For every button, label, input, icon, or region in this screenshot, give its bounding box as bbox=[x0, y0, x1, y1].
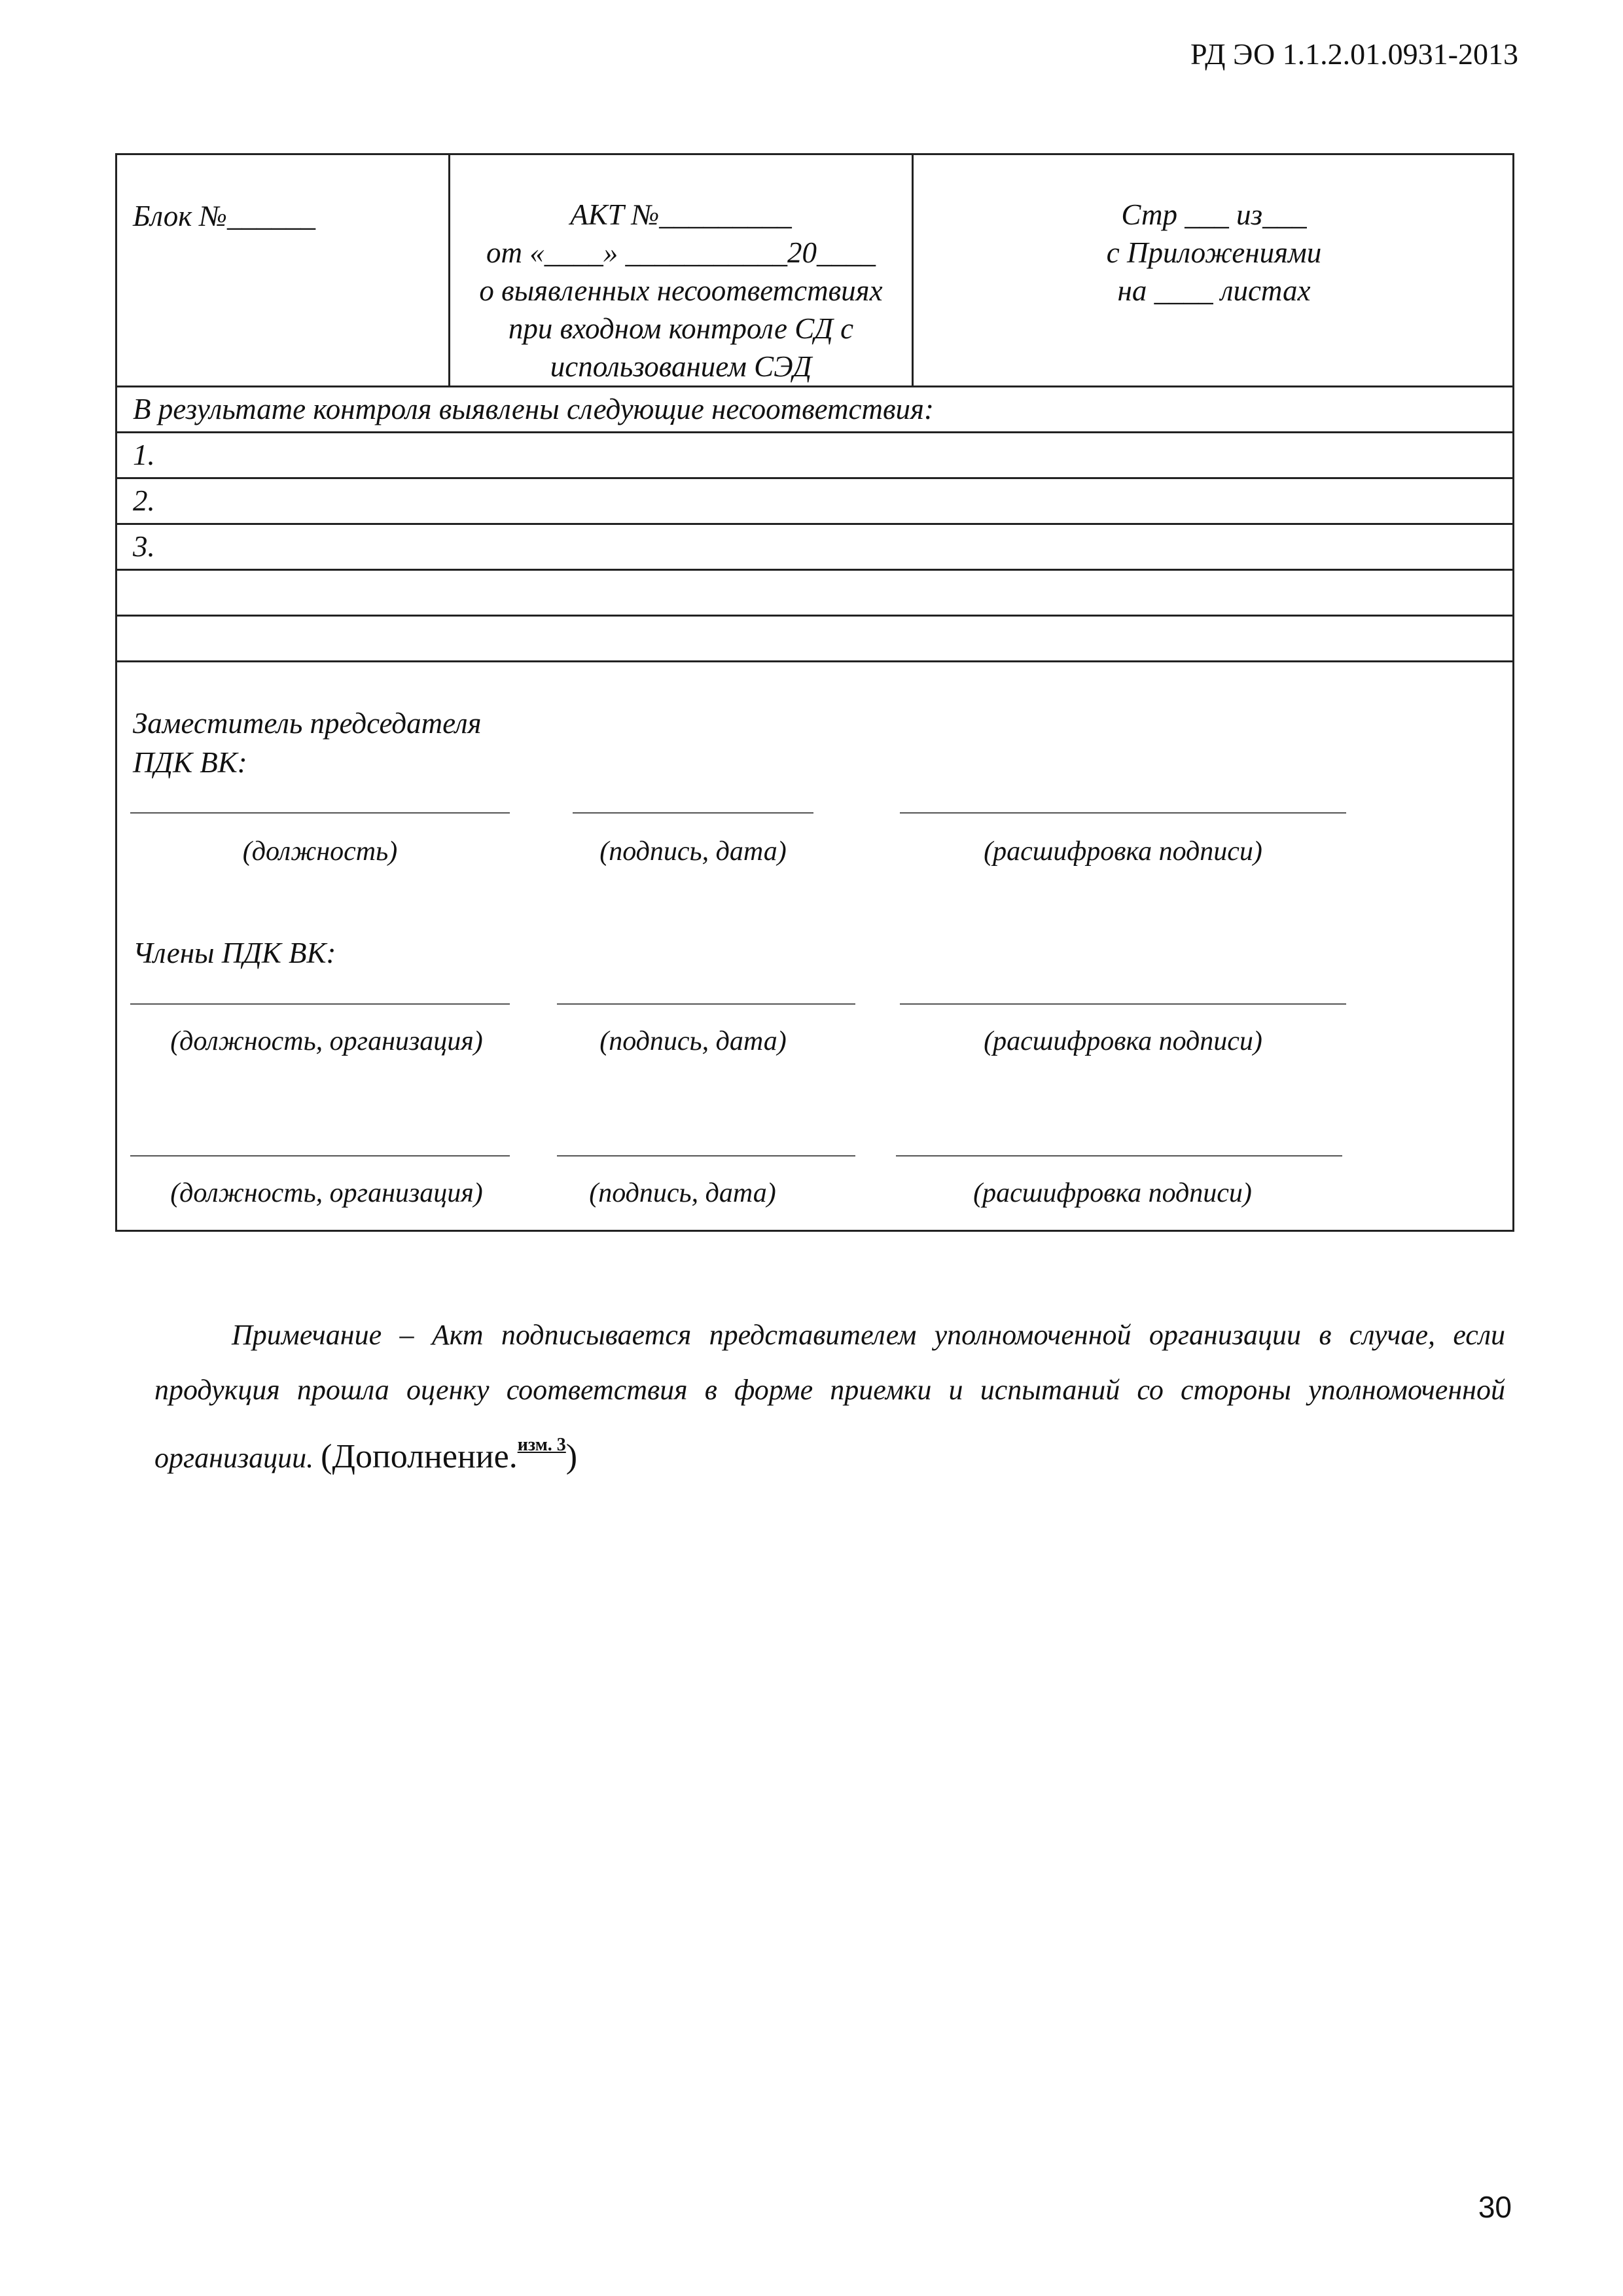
nonconformity-item-1: 1. bbox=[133, 439, 155, 471]
member2-position-caption: (должность, организация) bbox=[170, 1178, 483, 1208]
block-number-label: Блок №______ bbox=[133, 200, 315, 232]
row-line-2 bbox=[117, 431, 1512, 433]
row-line-7 bbox=[117, 660, 1512, 662]
member2-signature-line[interactable] bbox=[557, 1155, 855, 1157]
member1-signature-caption: (подпись, дата) bbox=[599, 1026, 787, 1056]
addition-close: ) bbox=[565, 1438, 578, 1475]
act-number-line: АКТ №_________ bbox=[570, 198, 792, 231]
member1-position-caption: (должность, организация) bbox=[170, 1026, 483, 1056]
amendment-mark: изм. 3 bbox=[517, 1435, 566, 1455]
deputy-signature-caption: (подпись, дата) bbox=[599, 836, 787, 867]
member2-signature-caption: (подпись, дата) bbox=[589, 1178, 776, 1208]
deputy-position-line[interactable] bbox=[130, 812, 510, 814]
member1-signature-line[interactable] bbox=[557, 1003, 855, 1005]
act-subject-line-3: использованием СЭД bbox=[550, 350, 812, 383]
page-of-line: Стр ___ из___ bbox=[1121, 198, 1307, 231]
nonconformity-item-2: 2. bbox=[133, 484, 155, 517]
row-line-4 bbox=[117, 523, 1512, 525]
sheets-line: на ____ листах bbox=[1117, 274, 1311, 307]
row-line-3 bbox=[117, 477, 1512, 479]
member1-decoding-caption: (расшифровка подписи) bbox=[984, 1026, 1262, 1056]
deputy-decoding-caption: (расшифровка подписи) bbox=[984, 836, 1262, 867]
note-paragraph bbox=[154, 1308, 1505, 1486]
act-subject-line-1: о выявленных несоответствиях bbox=[479, 274, 883, 307]
act-title-cell bbox=[450, 196, 912, 386]
document-code: РД ЭО 1.1.2.01.0931-2013 bbox=[1190, 37, 1518, 71]
row-line-5 bbox=[117, 569, 1512, 571]
note-text: Примечание – Акт подписывается представителем уполномоченной организации в случае, если продукция прошла оценку соответствия в форме приемки и испытаний со стороны уполномоченной организации. bbox=[154, 1319, 1505, 1474]
act-subject-line-2: при входном контроле СД с bbox=[508, 312, 854, 345]
addition-label: (Дополнение. bbox=[321, 1438, 518, 1475]
result-intro: В результате контроля выявлены следующие несоответствия: bbox=[133, 393, 934, 425]
row-line-6 bbox=[117, 615, 1512, 617]
member2-decoding-caption: (расшифровка подписи) bbox=[973, 1178, 1252, 1208]
deputy-chairman-title: Заместитель председателя ПДК ВК: bbox=[133, 707, 482, 779]
member1-decoding-line[interactable] bbox=[900, 1003, 1346, 1005]
deputy-position-caption: (должность) bbox=[242, 836, 398, 867]
member1-position-line[interactable] bbox=[130, 1003, 510, 1005]
act-date-line: от «____» ___________20____ bbox=[486, 236, 876, 269]
deputy-decoding-line[interactable] bbox=[900, 812, 1346, 814]
page-count-cell bbox=[914, 196, 1514, 310]
page-number: 30 bbox=[1478, 2190, 1512, 2224]
act-form-table bbox=[115, 153, 1514, 1232]
member2-position-line[interactable] bbox=[130, 1155, 510, 1157]
member2-decoding-line[interactable] bbox=[896, 1155, 1342, 1157]
deputy-signature-line[interactable] bbox=[573, 812, 813, 814]
appendix-line: с Приложениями bbox=[1106, 236, 1322, 269]
commission-members-title: Члены ПДК ВК: bbox=[133, 937, 336, 969]
nonconformity-item-3: 3. bbox=[133, 530, 155, 563]
